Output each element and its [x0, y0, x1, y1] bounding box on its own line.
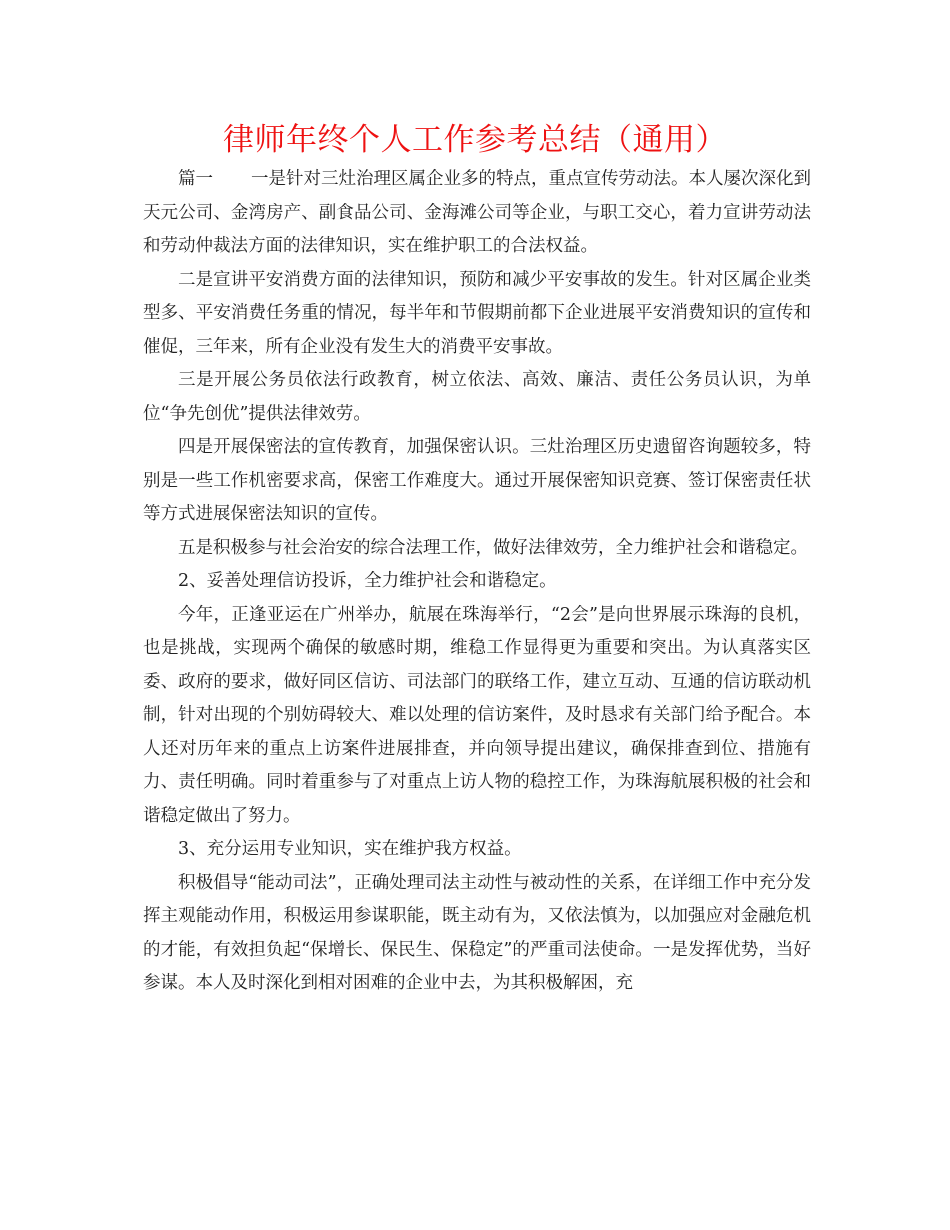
paragraph-1	[143, 163, 811, 264]
document-title: 律师年终个人工作参考总结（通用）	[223, 122, 727, 158]
paragraph-5: 五是积极参与社会治安的综合法理工作，做好法律效劳，全力维护社会和谐稳定。	[178, 537, 808, 558]
document-body	[143, 163, 811, 1001]
section-label: 篇一	[178, 169, 213, 189]
paragraph-2: 二是宣讲平安消费方面的法律知识，预防和减少平安事故的发生。针对区属企业类型多、平安消费任务重的情况，每半年和节假期前都下企业进展平安消费知识的宣传和催促，三年来，所有企业没有发生大的消费平安事故。	[143, 269, 811, 357]
paragraph-6: 今年，正逢亚运在广州举办，航展在珠海举行，“2会”是向世界展示珠海的良机，也是挑战，实现两个确保的敏感时期，维稳工作显得更为重要和突出。为认真落实区委、政府的要求，做好同区信访、司法部门的联络工作，建立互动、互通的信访联动机制，针对出现的个别妨碍较大、难以处理的信访案件，及时恳求有关部门给予配合。本人还对历年来的重点上访案件进展排查，并向领导提出建议，确保排查到位、措施有力、责任明确。同时着重参与了对重点上访人物的稳控工作，为珠海航展积极的社会和谐稳定做出了努力。	[143, 604, 811, 826]
paragraph-4: 四是开展保密法的宣传教育，加强保密认识。三灶治理区历史遗留咨询题较多，特别是一些工作机密要求高，保密工作难度大。通过开展保密知识竞赛、签订保密责任状等方式进展保密法知识的宣传。	[143, 437, 811, 524]
paragraph-3: 三是开展公务员依法行政教育，树立依法、高效、廉洁、责任公务员认识，为单位“争先创优”提供法律效劳。	[143, 370, 811, 424]
paragraph-1-text: 一是针对三灶治理区属企业多的特点，重点宣传劳动法。本人屡次深化到天元公司、金湾房产、副食品公司、金海滩公司等企业，与职工交心，着力宣讲劳动法和劳动仲裁法方面的法律知识，实在维护职工的合法权益。	[143, 169, 811, 256]
section-heading-2: 2、妥善处理信访投诉，全力维护社会和谐稳定。	[178, 571, 557, 591]
paragraph-7: 积极倡导“能动司法”，正确处理司法主动性与被动性的关系，在详细工作中充分发挥主观能动作用，积极运用参谋职能，既主动有为，又依法慎为，以加强应对金融危机的才能，有效担负起“保增长、保民生、保稳定”的严重司法使命。一是发挥优势，当好参谋。本人及时深化到相对困难的企业中去，为其积极解困，充	[143, 872, 811, 993]
section-heading-3: 3、充分运用专业知识，实在维护我方权益。	[178, 839, 522, 859]
